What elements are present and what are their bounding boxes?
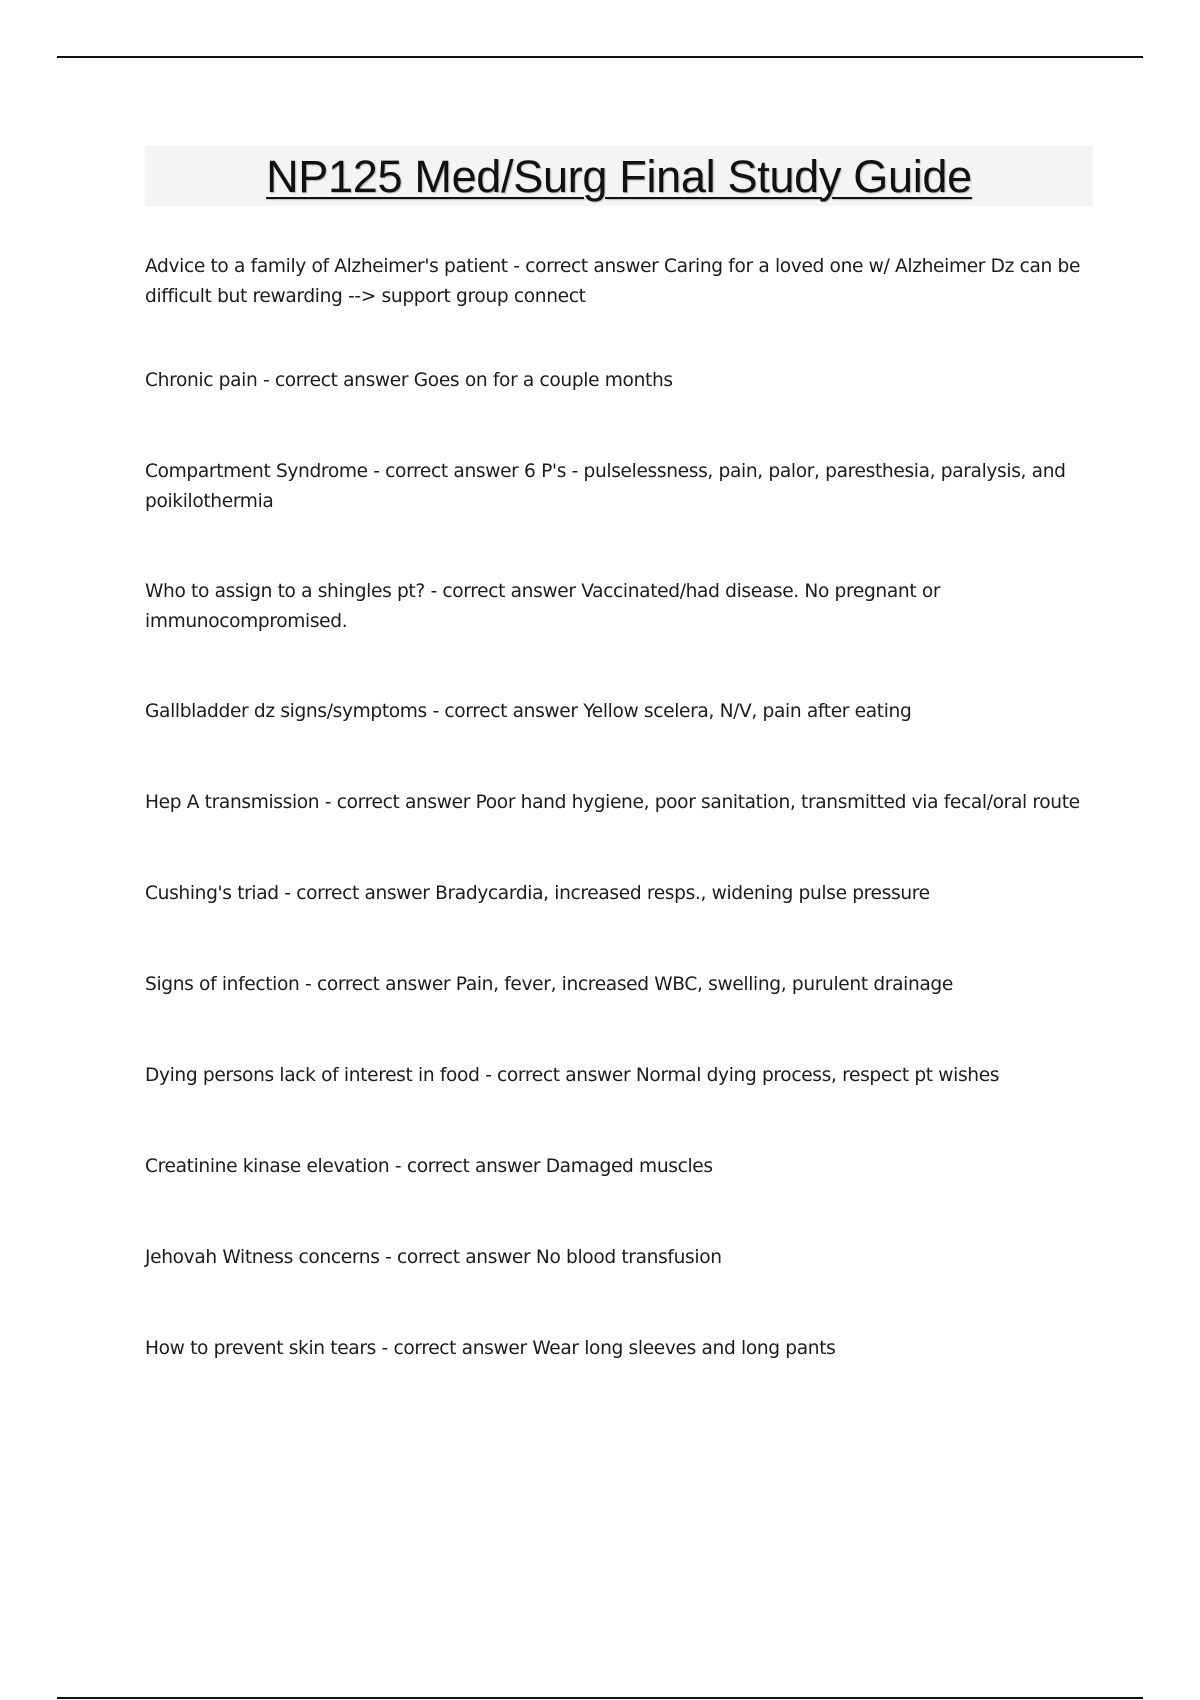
question-text: Creatinine kinase elevation xyxy=(145,1156,390,1177)
separator-text: - correct answer xyxy=(507,256,665,277)
question-text: Advice to a family of Alzheimer's patient xyxy=(145,256,508,277)
separator-text: - correct answer xyxy=(424,581,582,602)
separator-text: - correct answer xyxy=(375,1338,533,1359)
bottom-divider xyxy=(57,1697,1143,1699)
list-item xyxy=(145,970,1090,1000)
answer-text: No blood transfusion xyxy=(535,1247,722,1268)
list-item xyxy=(145,366,1090,396)
answer-text: Damaged muscles xyxy=(545,1156,713,1177)
list-item xyxy=(145,879,1090,909)
list-item xyxy=(145,1061,1090,1091)
separator-text: - correct answer xyxy=(426,701,584,722)
answer-text: Bradycardia, increased resps., widening pulse pressure xyxy=(435,883,930,904)
list-item xyxy=(145,252,1090,312)
question-text: Dying persons lack of interest in food xyxy=(145,1065,480,1086)
list-item xyxy=(145,1243,1090,1273)
top-divider xyxy=(57,56,1143,58)
answer-text: Goes on for a couple months xyxy=(413,370,673,391)
answer-text: Caring for a loved one w/ Alzheimer Dz can be difficult but rewarding --> support group connect xyxy=(145,256,1081,307)
answer-text: Pain, fever, increased WBC, swelling, purulent drainage xyxy=(455,974,953,995)
answer-text: Wear long sleeves and long pants xyxy=(532,1338,836,1359)
answer-text: Vaccinated/had disease. No pregnant or immunocompromised. xyxy=(145,581,941,632)
question-text: How to prevent skin tears xyxy=(145,1338,376,1359)
list-item xyxy=(145,1334,1090,1364)
separator-text: - correct answer xyxy=(379,1247,536,1268)
answer-text: Poor hand hygiene, poor sanitation, transmitted via fecal/oral route xyxy=(475,792,1080,813)
list-item xyxy=(145,577,1090,637)
separator-text: - correct answer xyxy=(319,792,476,813)
answer-text: Normal dying process, respect pt wishes xyxy=(635,1065,1000,1086)
separator-text: - correct answer xyxy=(367,461,525,482)
answer-text: 6 P's - pulselessness, pain, palor, paresthesia, paralysis, and poikilothermia xyxy=(145,461,1066,512)
separator-text: - correct answer xyxy=(299,974,456,995)
separator-text: - correct answer xyxy=(479,1065,636,1086)
question-text: Cushing's triad xyxy=(145,883,279,904)
separator-text: - correct answer xyxy=(257,370,414,391)
question-text: Who to assign to a shingles pt? xyxy=(145,581,425,602)
question-text: Gallbladder dz signs/symptoms xyxy=(145,701,427,722)
question-text: Compartment Syndrome xyxy=(145,461,368,482)
answer-text: Yellow scelera, N/V, pain after eating xyxy=(583,701,912,722)
list-item xyxy=(145,1152,1090,1182)
list-item xyxy=(145,697,1090,727)
question-text: Chronic pain xyxy=(145,370,258,391)
page-title: NP125 Med/Surg Final Study Guide xyxy=(266,150,972,202)
separator-text: - correct answer xyxy=(278,883,436,904)
list-item xyxy=(145,457,1090,517)
question-text: Hep A transmission xyxy=(145,792,320,813)
question-text: Signs of infection xyxy=(145,974,300,995)
question-text: Jehovah Witness concerns xyxy=(145,1247,380,1268)
separator-text: - correct answer xyxy=(389,1156,546,1177)
list-item xyxy=(145,788,1090,818)
title-banner xyxy=(145,146,1093,206)
